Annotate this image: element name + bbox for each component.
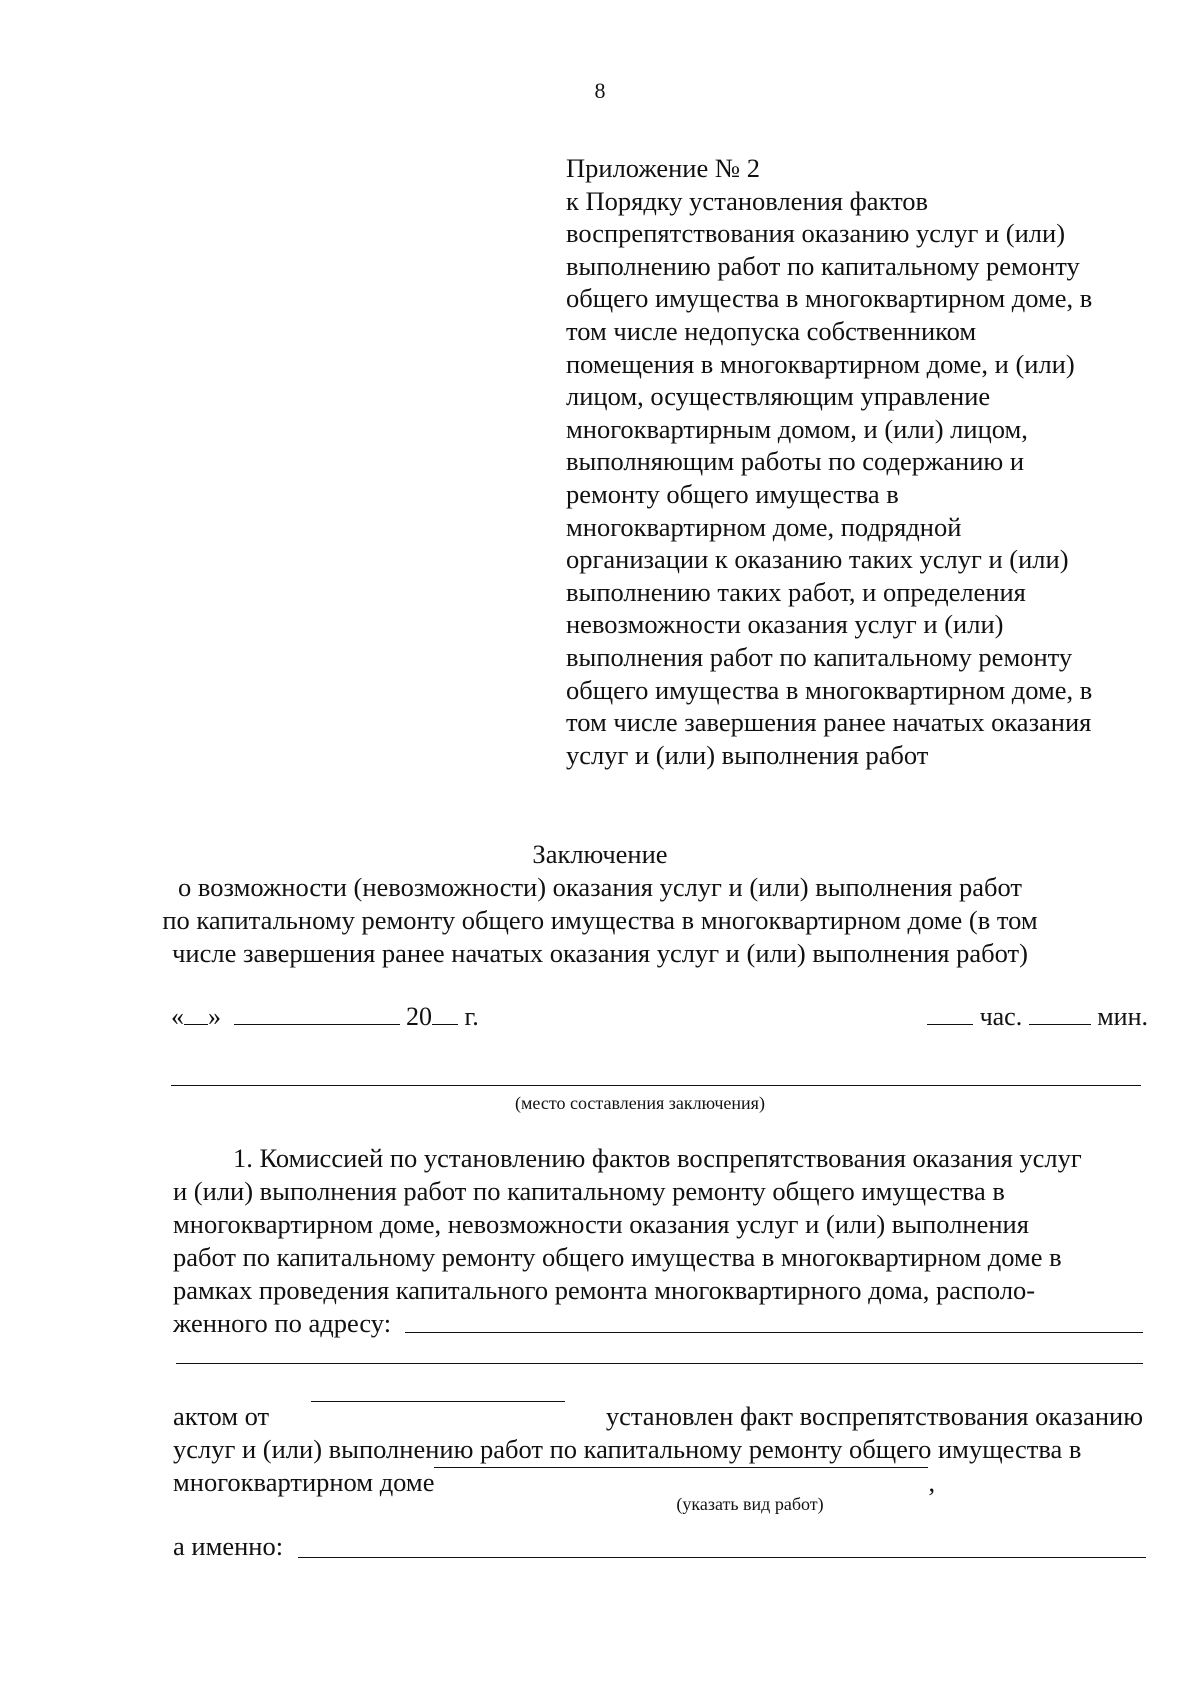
address-line xyxy=(173,1307,1143,1340)
act-line3-prefix: многоквартирном доме xyxy=(173,1467,435,1497)
appendix-line: выполнению таких работ, и определения xyxy=(566,576,1026,607)
appendix-line: общего имущества в многоквартирном доме, в xyxy=(566,674,1093,705)
appendix-line: выполнения работ по капитальному ремонту xyxy=(566,641,1073,672)
conclusion-title xyxy=(0,838,1200,970)
appendix-line: Приложение № 2 xyxy=(566,153,761,183)
paragraph-1-line: многоквартирном доме, невозможности оказания услуг и (или) выполнения xyxy=(173,1209,1029,1239)
hours-label: час. xyxy=(979,1002,1023,1031)
hours-field[interactable] xyxy=(927,1023,973,1025)
works-type-field[interactable] xyxy=(434,1466,928,1468)
appendix-header xyxy=(566,152,1186,771)
date-close-quote: » xyxy=(208,1002,221,1031)
appendix-line: услуг и (или) выполнения работ xyxy=(566,739,929,770)
year-field[interactable] xyxy=(432,1023,458,1025)
minutes-label: мин. xyxy=(1097,1002,1148,1031)
conclusion-heading: Заключение xyxy=(532,839,668,869)
conclusion-subtitle-line: по капитальному ремонту общего имущества в многоквартирном доме (в том xyxy=(162,905,1038,935)
paragraph-1 xyxy=(173,1142,1143,1340)
appendix-line: выполняющим работы по содержанию и xyxy=(566,446,1025,477)
place-field[interactable] xyxy=(171,1085,1141,1086)
time-line xyxy=(927,1002,1148,1032)
act-line-2: услуг и (или) выполнению работ по капитальному ремонту общего имущества в xyxy=(173,1434,1082,1464)
conclusion-subtitle-line: о возможности (невозможности) оказания услуг и (или) выполнения работ xyxy=(178,872,1022,902)
appendix-line: ремонту общего имущества в xyxy=(566,478,899,509)
works-caption: (указать вид работ) xyxy=(676,1494,824,1514)
minutes-field[interactable] xyxy=(1029,1023,1091,1025)
date-open-quote: « xyxy=(171,1002,184,1031)
paragraph-1-line: работ по капитальному ремонту общего имущества в многоквартирном доме в xyxy=(173,1242,1062,1272)
appendix-line: невозможности оказания услуг и (или) xyxy=(566,609,1004,640)
address-field-continued[interactable] xyxy=(176,1363,1143,1364)
month-field[interactable] xyxy=(234,1023,400,1025)
conclusion-subtitle xyxy=(0,871,1200,970)
year-prefix: 20 xyxy=(406,1002,432,1031)
appendix-line: общего имущества в многоквартирном доме, в xyxy=(566,283,1093,314)
conclusion-subtitle-line: числе завершения ранее начатых оказания услуг и (или) выполнения работ) xyxy=(172,938,1028,968)
act-line-1 xyxy=(173,1400,1143,1433)
namely-line xyxy=(173,1530,1143,1563)
address-field[interactable] xyxy=(405,1332,1143,1333)
appendix-line: выполнению работ по капитальному ремонту xyxy=(566,250,1080,281)
paragraph-1-line: и (или) выполнения работ по капитальному ремонту общего имущества в xyxy=(173,1176,1005,1206)
appendix-line: том числе недопуска собственником xyxy=(566,315,977,346)
appendix-line: лицом, осуществляющим управление xyxy=(566,381,991,412)
day-field[interactable] xyxy=(184,1023,208,1025)
appendix-line: воспрепятствования оказанию услуг и (или) xyxy=(566,218,1066,249)
namely-label: а именно: xyxy=(173,1531,284,1561)
act-paragraph xyxy=(173,1400,1143,1499)
appendix-line: помещения в многоквартирном доме, и (или) xyxy=(566,348,1075,379)
act-line3-suffix: , xyxy=(928,1467,936,1497)
appendix-line: организации к оказанию таких услуг и (или) xyxy=(566,544,1069,575)
appendix-line: многоквартирном доме, подрядной xyxy=(566,511,962,542)
act-date-field[interactable] xyxy=(311,1400,565,1402)
address-label: женного по адресу: xyxy=(173,1308,392,1338)
place-caption: (место составления заключения) xyxy=(515,1093,765,1113)
act-established-text: установлен факт воспрепятствования оказанию xyxy=(605,1401,1143,1431)
year-suffix: г. xyxy=(464,1002,479,1031)
appendix-line: том числе завершения ранее начатых оказания xyxy=(566,707,1092,738)
page-number: 8 xyxy=(594,78,606,103)
namely-field[interactable] xyxy=(298,1557,1146,1558)
act-prefix: актом от xyxy=(173,1401,270,1431)
appendix-line: к Порядку установления фактов xyxy=(566,185,929,216)
paragraph-1-line: рамках проведения капитального ремонта многоквартирного дома, располо- xyxy=(173,1275,1036,1305)
date-line xyxy=(171,1002,479,1032)
appendix-line: многоквартирным домом, и (или) лицом, xyxy=(566,413,1028,444)
paragraph-1-line: 1. Комиссией по установлению фактов воспрепятствования оказания услуг xyxy=(233,1143,1082,1173)
